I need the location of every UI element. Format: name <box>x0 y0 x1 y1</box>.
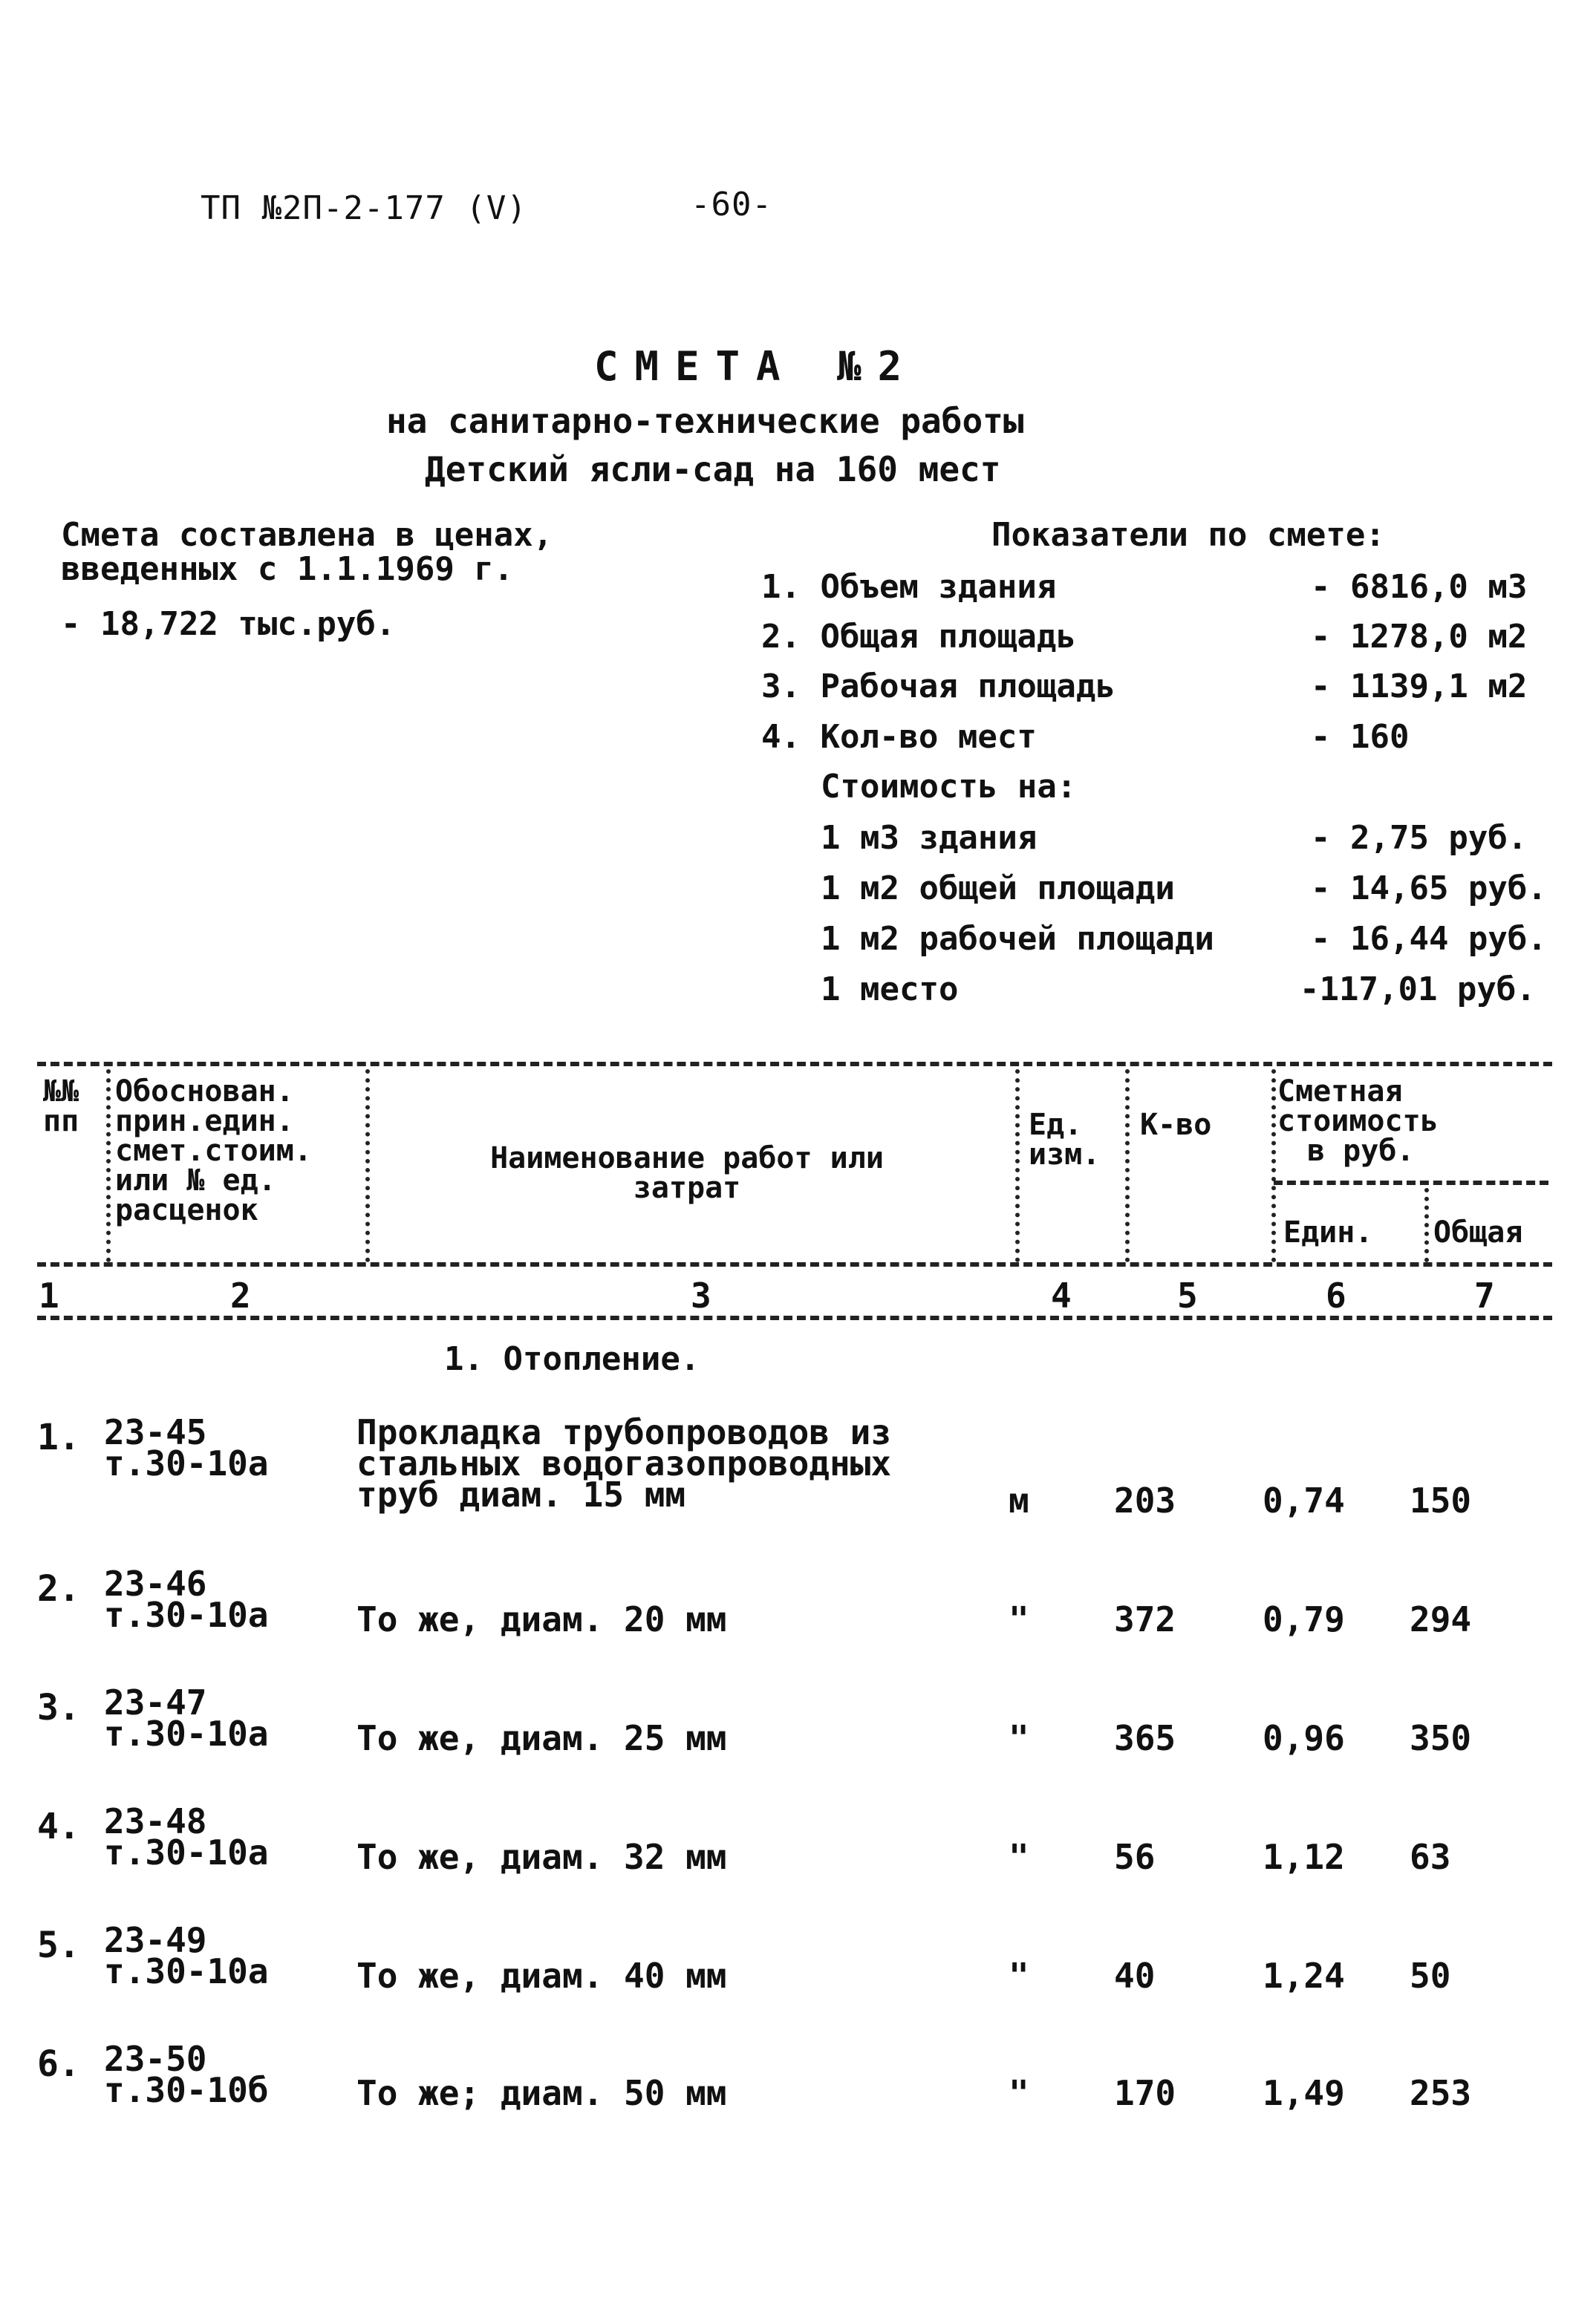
row-unit-price: 1,12 <box>1263 1837 1345 1877</box>
row-unit-price: 0,74 <box>1263 1481 1345 1521</box>
header-col67-line: в руб. <box>1307 1134 1415 1168</box>
row-code-line: 23-50 <box>104 2039 207 2079</box>
row-unit-price: 1,49 <box>1263 2073 1345 2113</box>
row-description <box>356 1412 892 1515</box>
column-number: 3 <box>691 1276 711 1316</box>
header-col2-line: прин.един. <box>115 1104 294 1138</box>
row-code-line: т.30-10а <box>104 1951 269 1991</box>
page-number: -60- <box>691 186 772 223</box>
row-qty: 56 <box>1114 1837 1156 1877</box>
cost-heading: Стоимость на: <box>821 768 1077 806</box>
row-qty: 203 <box>1114 1481 1176 1521</box>
column-number: 4 <box>1051 1276 1072 1316</box>
indicators-heading: Показатели по смете: <box>991 516 1385 554</box>
row-unit: " <box>1009 2073 1029 2113</box>
header-col1-line: №№ <box>43 1074 79 1109</box>
row-code <box>104 1412 269 1483</box>
cost-label: 1 м2 общей площади <box>821 869 1175 907</box>
column-number: 6 <box>1326 1276 1346 1316</box>
header-col2 <box>115 1074 312 1227</box>
row-code-line: т.30-10а <box>104 1832 269 1873</box>
row-total: 150 <box>1410 1481 1472 1521</box>
column-number: 1 <box>39 1276 59 1316</box>
row-unit-price: 0,96 <box>1263 1718 1345 1758</box>
header-col5: К-во <box>1140 1108 1212 1142</box>
header-col3-line: Наименование работ или <box>490 1141 884 1175</box>
cost-value: - 16,44 руб. <box>1311 920 1547 958</box>
row-code <box>104 1682 269 1754</box>
row-code <box>104 1801 269 1873</box>
row-code-line: 23-46 <box>104 1564 207 1604</box>
cost-label: 1 м3 здания <box>821 819 1038 857</box>
header-col2-line: расценок <box>115 1193 258 1227</box>
header-col4-line: Ед. <box>1029 1108 1083 1142</box>
row-unit: " <box>1009 1956 1029 1996</box>
header-col67 <box>1277 1074 1439 1168</box>
row-code <box>104 1564 269 1635</box>
table-numbers-rule <box>37 1316 1552 1320</box>
cost-value: - 14,65 руб. <box>1311 869 1547 907</box>
row-unit: " <box>1009 1837 1029 1877</box>
column-divider <box>1125 1069 1130 1262</box>
column-number: 7 <box>1474 1276 1495 1316</box>
indicator-value: - 1139,1 м2 <box>1311 668 1528 705</box>
column-number: 5 <box>1177 1276 1198 1316</box>
cost-value: - 2,75 руб. <box>1311 819 1528 857</box>
header-col2-line: Обоснован. <box>115 1074 294 1109</box>
row-number: 6. <box>37 2043 80 2085</box>
header-col3-line: затрат <box>633 1171 741 1205</box>
row-code-line: 23-45 <box>104 1412 207 1452</box>
estimate-object: Детский ясли-сад на 160 мест <box>425 449 1001 489</box>
row-qty: 170 <box>1114 2073 1176 2113</box>
row-description: То же, диам. 32 мм <box>356 1837 727 1877</box>
row-total: 63 <box>1410 1837 1451 1877</box>
row-number: 5. <box>37 1925 80 1966</box>
row-unit-price: 0,79 <box>1263 1599 1345 1639</box>
row-number: 1. <box>37 1417 80 1458</box>
row-qty: 372 <box>1114 1599 1176 1639</box>
row-description-line: Прокладка трубопроводов из <box>356 1412 892 1452</box>
row-total: 350 <box>1410 1718 1472 1758</box>
indicator-label: 3. Рабочая площадь <box>761 668 1115 705</box>
header-col2-line: или № ед. <box>115 1163 276 1198</box>
row-code-line: т.30-10а <box>104 1443 269 1483</box>
row-code <box>104 2039 269 2110</box>
row-number: 4. <box>37 1806 80 1847</box>
row-description-line: труб диам. 15 мм <box>356 1475 686 1515</box>
indicator-value: - 160 <box>1311 718 1410 756</box>
header-col1-line: пп <box>43 1104 79 1138</box>
indicator-label: 4. Кол-во мест <box>761 718 1037 756</box>
row-code-line: 23-48 <box>104 1801 207 1841</box>
table-top-rule <box>37 1062 1552 1066</box>
row-code-line: 23-47 <box>104 1682 207 1723</box>
estimate-subtitle: на санитарно-технические работы <box>386 401 1024 441</box>
row-unit: м <box>1009 1481 1029 1521</box>
row-total: 294 <box>1410 1599 1472 1639</box>
indicator-label: 1. Объем здания <box>761 568 1057 606</box>
column-number: 2 <box>230 1276 251 1316</box>
section-title: 1. Отопление. <box>444 1340 700 1378</box>
row-code-line: 23-49 <box>104 1920 207 1960</box>
row-code-line: т.30-10а <box>104 1714 269 1754</box>
header-col7: Общая <box>1433 1215 1523 1250</box>
row-number: 3. <box>37 1687 80 1729</box>
row-description: То же, диам. 20 мм <box>356 1599 727 1639</box>
row-code <box>104 1920 269 1991</box>
row-total: 50 <box>1410 1956 1451 1996</box>
row-description-line: стальных водогазопроводных <box>356 1443 892 1483</box>
indicator-value: - 1278,0 м2 <box>1311 618 1528 656</box>
header-col4-line: изм. <box>1029 1137 1101 1172</box>
row-qty: 40 <box>1114 1956 1156 1996</box>
cost-label: 1 место <box>821 970 959 1008</box>
row-unit-price: 1,24 <box>1263 1956 1345 1996</box>
column-divider <box>365 1069 370 1262</box>
row-number: 2. <box>37 1568 80 1610</box>
row-code-line: т.30-10б <box>104 2070 269 2110</box>
row-description: То же, диам. 25 мм <box>356 1718 727 1758</box>
header-col2-line: смет.стоим. <box>115 1134 312 1168</box>
price-basis-line1: Смета составлена в ценах, <box>61 516 553 554</box>
column-divider <box>1015 1069 1020 1262</box>
indicator-label: 2. Общая площадь <box>761 618 1076 656</box>
row-description: То же; диам. 50 мм <box>356 2073 727 2113</box>
estimate-title: СМЕТА №2 <box>594 343 919 390</box>
row-description: То же, диам. 40 мм <box>356 1956 727 1996</box>
row-code-line: т.30-10а <box>104 1595 269 1635</box>
column-divider <box>1424 1188 1429 1262</box>
column-divider <box>1271 1069 1276 1262</box>
cost-value: -117,01 руб. <box>1300 970 1536 1008</box>
row-qty: 365 <box>1114 1718 1176 1758</box>
header-col67-line: стоимость <box>1277 1104 1439 1138</box>
header-col1 <box>43 1074 79 1138</box>
row-unit: " <box>1009 1718 1029 1758</box>
estimate-total: - 18,722 тыс.руб. <box>61 605 396 643</box>
row-total: 253 <box>1410 2073 1472 2113</box>
row-unit: " <box>1009 1599 1029 1639</box>
cost-split-rule <box>1274 1181 1548 1185</box>
indicator-value: - 6816,0 м3 <box>1311 568 1528 606</box>
document-code: ТП №2П-2-177 (V) <box>201 189 527 227</box>
price-basis-line2: введенных с 1.1.1969 г. <box>61 550 514 588</box>
header-col67-line: Сметная <box>1277 1074 1403 1109</box>
header-col3 <box>420 1143 954 1203</box>
column-divider <box>106 1069 111 1262</box>
table-header-rule <box>37 1262 1552 1267</box>
cost-label: 1 м2 рабочей площади <box>821 920 1214 958</box>
header-col6: Един. <box>1283 1215 1373 1250</box>
header-col4 <box>1029 1108 1101 1172</box>
